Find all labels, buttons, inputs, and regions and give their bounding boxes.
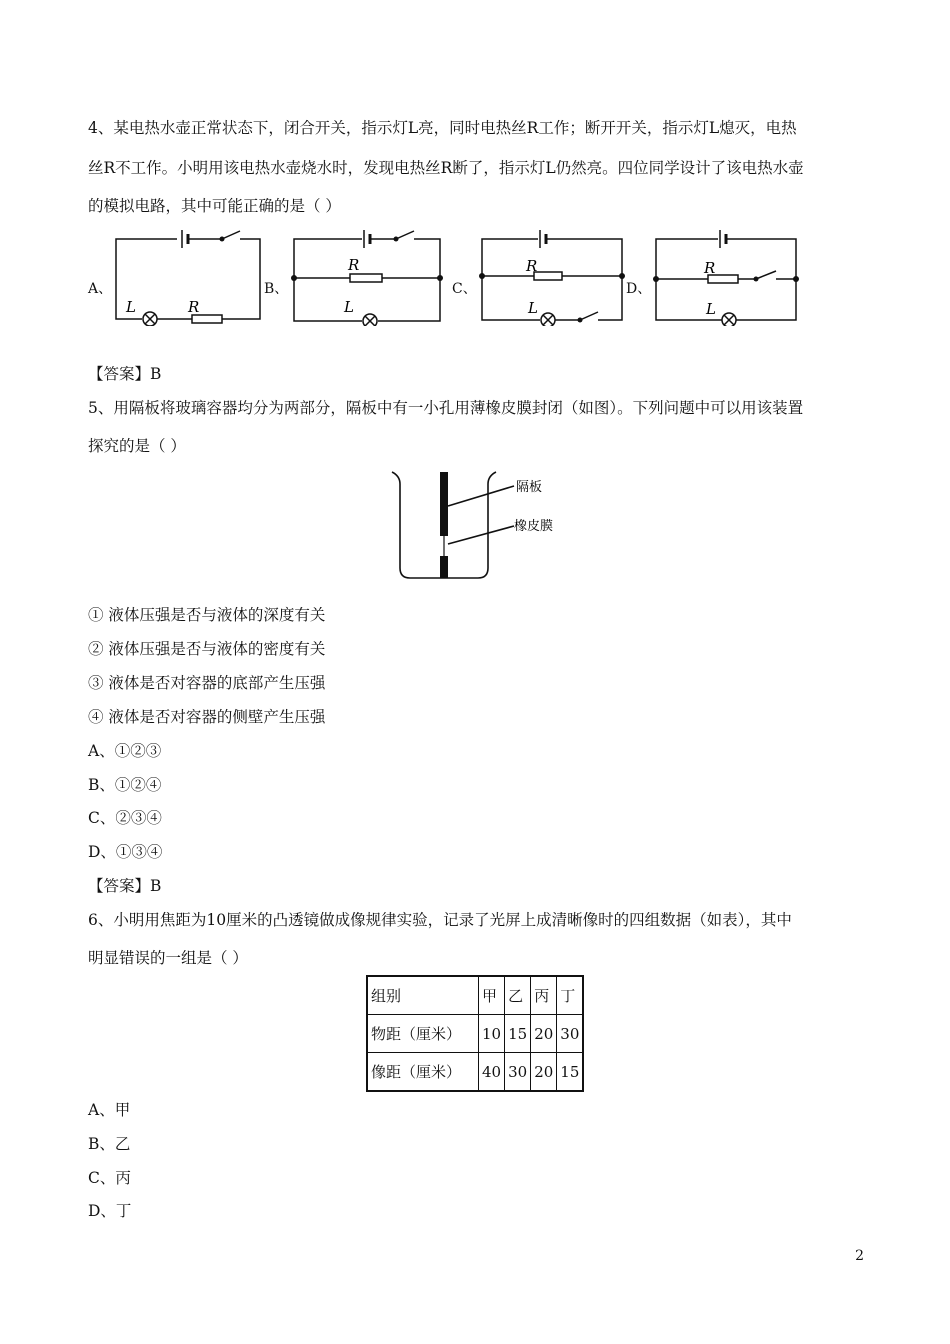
- svg-text:L: L: [528, 299, 538, 317]
- table-row: 物距（厘米） 10 15 20 30: [367, 1015, 583, 1053]
- resistor-icon: [192, 315, 222, 323]
- q5-statement-1: ① 液体压强是否与液体的深度有关: [88, 606, 326, 624]
- q5-statement-2: ② 液体压强是否与液体的密度有关: [88, 640, 326, 658]
- lens-data-table: [366, 975, 584, 1092]
- q5-option-a: A、①②③: [88, 742, 162, 760]
- circuit-d-diagram: [650, 226, 802, 326]
- q5-option-b: B、①②④: [88, 776, 162, 794]
- container-figure: [386, 464, 576, 586]
- q4-option-b-label: B、: [264, 281, 289, 297]
- q6-option-d: D、丁: [88, 1202, 132, 1220]
- svg-text:R: R: [348, 256, 360, 274]
- q5-statement-4: ④ 液体是否对容器的侧壁产生压强: [88, 708, 326, 726]
- circuit-c-diagram: [476, 226, 628, 326]
- q4-option-c-label: C、: [452, 281, 477, 297]
- q6-option-b: B、乙: [88, 1135, 131, 1153]
- svg-text:L: L: [344, 298, 354, 316]
- svg-text:R: R: [526, 257, 538, 275]
- q5-option-c: C、②③④: [88, 809, 162, 827]
- table-row: 组别 甲 乙 丙 丁: [367, 976, 583, 1015]
- q6-option-a: A、甲: [88, 1101, 131, 1119]
- q4-answer: 【答案】B: [88, 365, 162, 383]
- q5-answer: 【答案】B: [88, 877, 162, 895]
- lamp-label: L: [126, 298, 136, 316]
- membrane-label: 橡皮膜: [514, 519, 554, 534]
- svg-text:L: L: [706, 300, 716, 318]
- q5-text-line2: 探究的是（ ）: [88, 437, 186, 455]
- divider-plate: [440, 472, 448, 536]
- resistor-label: R: [188, 298, 200, 316]
- q4-option-a-label: A、: [88, 281, 113, 297]
- q5-text-line1: 5、用隔板将玻璃容器均分为两部分，隔板中有一小孔用薄橡皮膜封闭（如图）。下列问题中可以用该装置: [88, 399, 804, 417]
- q4-option-d-label: D、: [626, 281, 652, 297]
- q5-statement-3: ③ 液体是否对容器的底部产生压强: [88, 674, 326, 692]
- q4-text-line3: 的模拟电路，其中可能正确的是（ ）: [88, 197, 341, 215]
- q6-text-line1: 6、小明用焦距为10厘米的凸透镜做成像规律实验，记录了光屏上成清晰像时的四组数据（如表），其中: [88, 911, 792, 929]
- q6-text-line2: 明显错误的一组是（ ）: [88, 949, 248, 967]
- q6-option-c: C、丙: [88, 1169, 131, 1187]
- divider-label: 隔板: [516, 480, 543, 495]
- q5-option-d: D、①③④: [88, 843, 163, 861]
- circuit-b-diagram: [288, 226, 448, 326]
- page-number: 2: [855, 1248, 864, 1264]
- circuit-a-diagram: [112, 226, 267, 326]
- table-row: 像距（厘米） 40 30 20 15: [367, 1053, 583, 1092]
- q4-text-line2: 丝R不工作。小明用该电热水壶烧水时，发现电热丝R断了，指示灯L仍然亮。四位同学设计了该电热水壶: [88, 159, 804, 177]
- svg-text:R: R: [704, 259, 716, 277]
- q4-text-line1: 4、某电热水壶正常状态下，闭合开关，指示灯L亮，同时电热丝R工作；断开开关，指示灯L熄灭，电热: [88, 119, 797, 137]
